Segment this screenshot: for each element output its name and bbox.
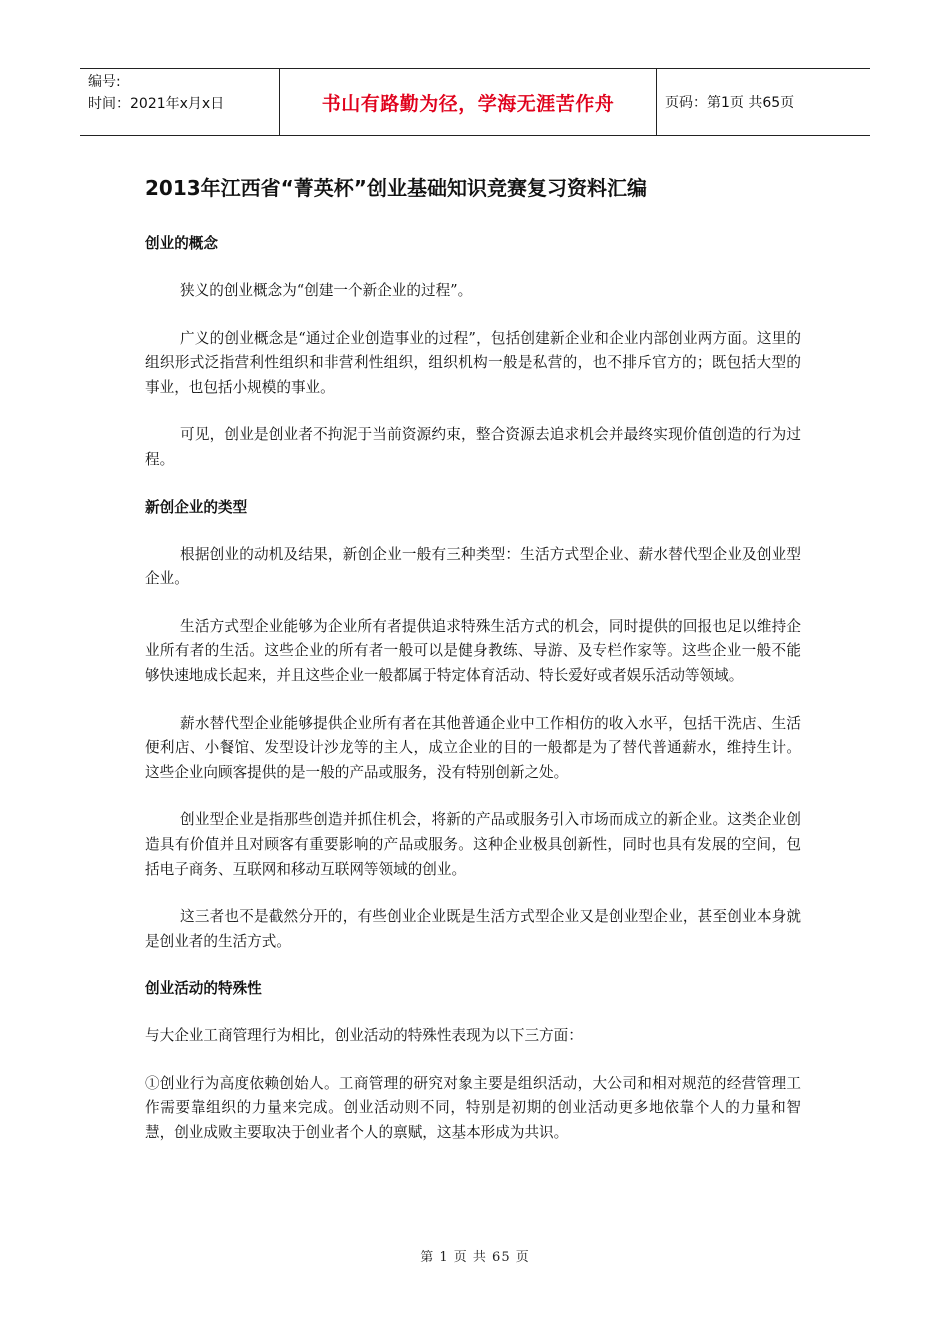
section-heading-concept: 创业的概念	[145, 235, 218, 252]
paragraph: 根据创业的动机及结果，新创企业一般有三种类型：生活方式型企业、薪水替代型企业及创业型企业。	[145, 545, 801, 588]
section-heading-specialness: 创业活动的特殊性	[145, 980, 262, 998]
header-page-info: 页码：第1页 共65页	[665, 95, 795, 111]
header-meta	[80, 69, 280, 135]
paragraph: 可见，创业是创业者不拘泥于当前资源约束，整合资源去追求机会并最终实现价值创造的行为过程。	[145, 426, 801, 468]
page-header	[80, 68, 870, 136]
paragraph: 薪水替代型企业能够提供企业所有者在其他普通企业中工作相仿的收入水平，包括干洗店、生活便利店、小餐馆、发型设计沙龙等的主人，成立企业的目的一般都是为了替代普通薪水，维持生计。这些企业向顾客提供的是一般的产品或服务，没有特别创新之处。	[145, 714, 801, 781]
header-motto: 书山有路勤为径，学海无涯苦作舟	[280, 69, 657, 135]
document-number-label: 编号:	[88, 74, 121, 90]
section-heading-enterprise-types: 新创企业的类型	[145, 498, 248, 516]
paragraph: 生活方式型企业能够为企业所有者提供追求特殊生活方式的机会，同时提供的回报也足以维持企业所有者的生活。这些企业的所有者一般可以是健身教练、导游、及专栏作家等。这些企业一般不能够快速地成长起来，并且这些企业一般都属于特定体育活动、特长爱好或者娱乐活动等领域。	[145, 617, 801, 684]
document-date: 时间：2021年x月x日	[88, 96, 225, 112]
page-footer: 第 1 页 共 65 页	[420, 1250, 530, 1265]
paragraph: 这三者也不是截然分开的，有些创业企业既是生活方式型企业又是创业型企业，甚至创业本身就是创业者的生活方式。	[145, 908, 801, 950]
document-title: 2013年江西省“菁英杯”创业基础知识竞赛复习资料汇编	[145, 176, 647, 200]
paragraph: 广义的创业概念是“通过企业创造事业的过程”，包括创建新企业和企业内部创业两方面。这里的组织形式泛指营利性组织和非营利性组织，组织机构一般是私营的，也不排斥官方的；既包括大型的事业，也包括小规模的事业。	[145, 329, 801, 396]
paragraph: ①创业行为高度依赖创始人。工商管理的研究对象主要是组织活动，大公司和相对规范的经营管理工作需要靠组织的力量来完成。创业活动则不同，特别是初期的创业活动更多地依靠个人的力量和智慧，创业成败主要取决于创业者个人的禀赋，这基本形成为共识。	[145, 1074, 801, 1142]
paragraph: 创业型企业是指那些创造并抓住机会，将新的产品或服务引入市场而成立的新企业。这类企业创造具有价值并且对顾客有重要影响的产品或服务。这种企业极具创新性，同时也具有发展的空间，包括电子商务、互联网和移动互联网等领域的创业。	[145, 811, 801, 878]
paragraph: 狭义的创业概念为“创建一个新企业的过程”。	[180, 282, 473, 299]
paragraph: 与大企业工商管理行为相比，创业活动的特殊性表现为以下三方面：	[145, 1027, 583, 1045]
document-body	[145, 232, 801, 1169]
